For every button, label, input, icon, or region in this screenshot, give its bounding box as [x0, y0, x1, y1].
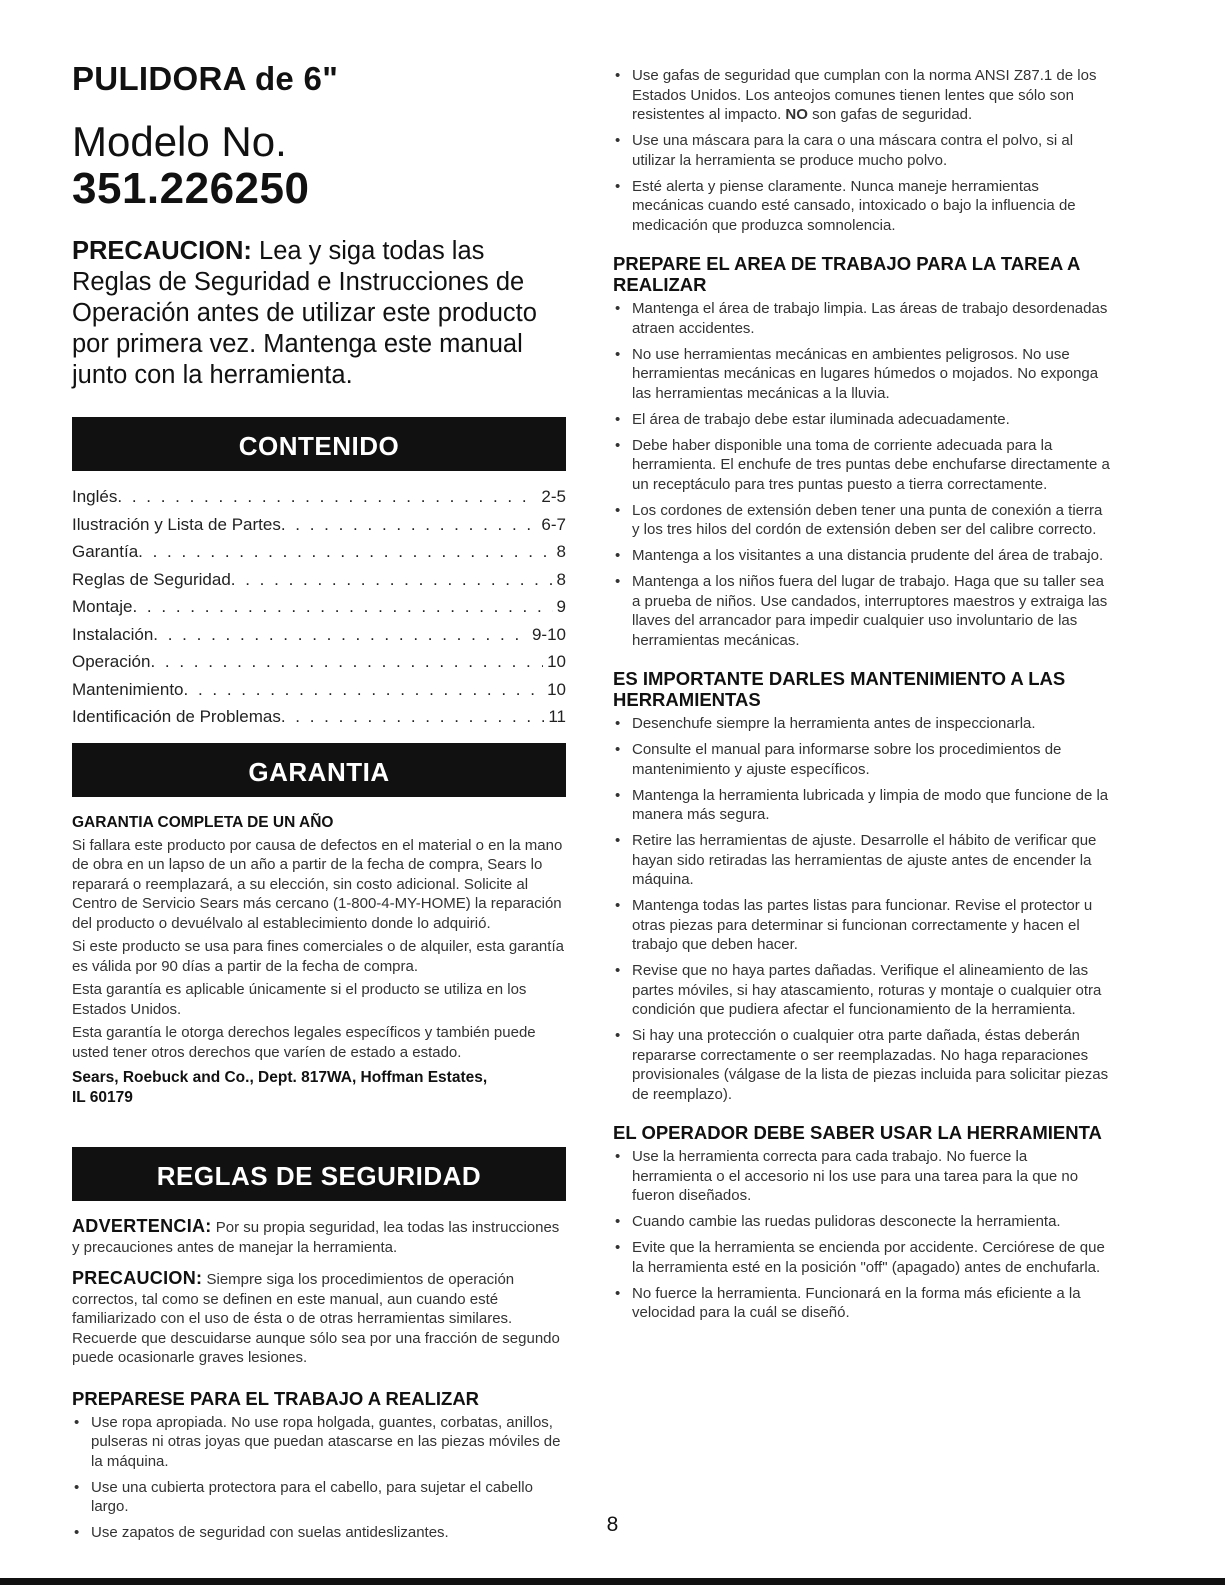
toc-row[interactable]: [72, 703, 566, 731]
bottom-rule: [0, 1578, 1225, 1585]
list-item: • Use zapatos de seguridad con suelas antideslizantes.: [72, 1523, 566, 1543]
operator-heading: EL OPERADOR DEBE SABER USAR LA HERRAMIENTA: [613, 1122, 1102, 1143]
list-item: • Los cordones de extensión deben tener una punta de conexión a tierra y los tres hilos del cordón de extensión deben ser del calibre correcto.: [613, 501, 1111, 540]
warranty-title: GARANTIA COMPLETA DE UN AÑO: [72, 813, 334, 831]
warning-notice: [72, 1217, 566, 1257]
work-area-list: [613, 299, 1111, 650]
toc-label: Ilustración y Lista de Partes: [72, 514, 281, 534]
list-item: • Consulte el manual para informarse sobre los procedimientos de mantenimiento y ajuste específicos.: [613, 740, 1111, 779]
toc-row[interactable]: [72, 648, 566, 676]
eye-protection-list: [613, 66, 1111, 235]
address-line: Sears, Roebuck and Co., Dept. 817WA, Hoffman Estates,: [72, 1069, 488, 1086]
precaution-intro-text: Lea y siga todas las Reglas de Seguridad e Instrucciones de Operación antes de utilizar este producto por primera vez. Mantenga este manual junto con la herramienta.: [72, 237, 537, 389]
address-line: IL 60179: [72, 1088, 133, 1106]
toc-row[interactable]: [72, 566, 566, 594]
toc-page: 10: [547, 652, 566, 671]
toc-page: 8: [556, 569, 566, 589]
toc-leader: [138, 538, 552, 566]
toc-row[interactable]: [72, 538, 566, 566]
list-item: • Revise que no haya partes dañadas. Verifique el alineamiento de las partes móviles, si hay atascamiento, roturas y montaje o cualquier otra condición que pudiera afectar el funcionamiento de la herramienta.: [613, 961, 1111, 1020]
list-item: [613, 66, 1111, 125]
list-item: • Mantenga todas las partes listas para funcionar. Revise el protector u otras piezas para determinar si funcionan correctamente y hacen el trabajo que deben hacer.: [613, 896, 1111, 955]
warranty-address: [72, 1068, 566, 1107]
list-item-text: son gafas de seguridad.: [807, 106, 973, 123]
list-item: • Desenchufe siempre la herramienta antes de inspeccionarla.: [613, 714, 1111, 734]
maintenance-heading: ES IMPORTANTE DARLES MANTENIMIENTO A LAS HERRAMIENTAS: [613, 668, 1066, 710]
warranty-paragraph: Esta garantía le otorga derechos legales específicos y también puede usted tener otros derechos que varíen de estado a estado.: [72, 1024, 536, 1061]
product-title: PULIDORA de 6": [72, 60, 339, 97]
caution-text: Siempre siga los procedimientos de operación correctos, tal como se definen en este manual, aun cuando esté familiarizado con el uso de ésta o de otras herramientas similares. Recuerde que descuidarse aunque sólo sea por una fracción de segundo puede ocasionarle graves lesiones.: [72, 1271, 560, 1366]
table-of-contents: [72, 483, 566, 731]
list-item: • Mantenga a los niños fuera del lugar de trabajo. Haga que su taller sea a prueba de niños. Use candados, interruptores maestros y extraiga las llaves del arrancador para impedir cualquier uso involuntario de las herramientas mecánicas.: [613, 572, 1111, 650]
toc-leader: [281, 511, 538, 539]
toc-row[interactable]: [72, 483, 566, 511]
operator-list: [613, 1147, 1111, 1323]
warranty-paragraph: Si fallara este producto por causa de defectos en el material o en la mano de obra en un lapso de un año a partir de la fecha de compra, Sears lo reparará o reemplazará, a su elección, sin costo adicional. Solicite al Centro de Servicio Sears más cercano (1-800-4-MY-HOME) la reparación del producto o devuélvalo al establecimiento donde lo adquirió.: [72, 836, 563, 932]
precaution-intro-label: PRECAUCION:: [72, 237, 252, 265]
warranty-paragraph: Si este producto se usa para fines comerciales o de alquiler, esta garantía es válida por 90 días a partir de la fecha de compra.: [72, 938, 564, 975]
toc-label: Garantía: [72, 542, 139, 561]
model-number: 351.226250: [72, 164, 310, 213]
warning-label: ADVERTENCIA:: [72, 1216, 212, 1236]
warranty-banner: GARANTIA: [72, 743, 566, 797]
safety-banner: REGLAS DE SEGURIDAD: [72, 1147, 566, 1201]
list-item: • No fuerce la herramienta. Funcionará en la forma más eficiente a la velocidad para la cuál se diseñó.: [613, 1284, 1111, 1323]
toc-label: Inglés: [72, 487, 118, 506]
toc-leader: [150, 648, 543, 676]
toc-row[interactable]: [72, 676, 566, 704]
toc-label: Identificación de Problemas: [72, 707, 281, 726]
list-item: • Use la herramienta correcta para cada trabajo. No fuerce la herramienta o el accesorio ni los use para una tarea para la que no fueron diseñados.: [613, 1147, 1111, 1206]
toc-leader: [153, 621, 528, 649]
prepare-heading: PREPARESE PARA EL TRABAJO A REALIZAR: [72, 1387, 480, 1409]
left-column: [72, 60, 566, 1549]
toc-row[interactable]: [72, 621, 566, 649]
toc-leader: [132, 593, 552, 621]
list-item: • Use ropa apropiada. No use ropa holgada, guantes, corbatas, anillos, pulseras ni otras joyas que puedan atascarse en las piezas móviles de la máquina.: [72, 1413, 566, 1472]
list-item: • Debe haber disponible una toma de corriente adecuada para la herramienta. El enchufe de tres puntas debe enchufarse directamente a un receptáculo para tres puntas puesto a tierra correctamente.: [613, 436, 1111, 495]
toc-label: Reglas de Seguridad: [72, 569, 231, 589]
toc-page: 11: [548, 707, 566, 726]
list-item: • Esté alerta y piense claramente. Nunca maneje herramientas mecánicas cuando esté cansado, intoxicado o bajo la influencia de medicación que produzca somnolencia.: [613, 177, 1111, 236]
list-item-text: Use gafas de seguridad que cumplan con la norma ANSI Z87.1 de los Estados Unidos. Los anteojos comunes tienen lentes que sólo son resistentes al impacto.: [632, 67, 1097, 123]
list-item: • El área de trabajo debe estar iluminada adecuadamente.: [613, 410, 1111, 430]
list-item: • Mantenga el área de trabajo limpia. Las áreas de trabajo desordenadas atraen accidentes.: [613, 299, 1111, 338]
precaution-intro: [72, 236, 566, 391]
caution-label: PRECAUCION:: [72, 1268, 203, 1288]
warranty-paragraph: Esta garantía es aplicable únicamente si el producto se utiliza en los Estados Unidos.: [72, 981, 527, 1018]
page-number: 8: [606, 1513, 619, 1536]
list-item: • Mantenga a los visitantes a una distancia prudente del área de trabajo.: [613, 546, 1111, 566]
emphasis-no: NO: [785, 106, 808, 123]
toc-leader: [281, 703, 545, 731]
list-item: • No use herramientas mecánicas en ambientes peligrosos. No use herramientas mecánicas en lugares húmedos o mojados. No exponga las herramientas mecánicas a la lluvia.: [613, 345, 1111, 404]
model-label: Modelo No.: [72, 118, 287, 165]
list-item: • Mantenga la herramienta lubricada y limpia de modo que funcione de la manera más segura.: [613, 786, 1111, 825]
contents-banner: CONTENIDO: [72, 417, 566, 471]
toc-page: 9-10: [531, 624, 566, 644]
toc-leader: [184, 676, 544, 704]
toc-page: 6-7: [541, 514, 566, 534]
toc-label: Mantenimiento: [72, 679, 184, 699]
toc-page: 8: [556, 542, 566, 561]
work-area-heading: PREPARE EL AREA DE TRABAJO PARA LA TAREA A REALIZAR: [613, 253, 1080, 295]
list-item: • Retire las herramientas de ajuste. Desarrolle el hábito de verificar que hayan sido retiradas las herramientas de ajuste antes de encender la máquina.: [613, 831, 1111, 890]
maintenance-list: [613, 714, 1111, 1104]
list-item: • Si hay una protección o cualquier otra parte dañada, éstas deberán repararse correctamente o ser reemplazadas. No haga reparaciones provisionales (válgase de la lista de piezas incluida para solicitar piezas de reemplazo).: [613, 1026, 1111, 1104]
list-item: • Evite que la herramienta se encienda por accidente. Cerciórese de que la herramienta esté en la posición "off" (apagado) antes de enchufarla.: [613, 1238, 1111, 1277]
toc-label: Operación: [72, 652, 151, 671]
toc-label: Instalación: [72, 624, 154, 644]
toc-label: Montaje: [72, 597, 133, 616]
toc-page: 10: [547, 679, 566, 699]
right-column: [613, 62, 1111, 1329]
toc-row[interactable]: [72, 593, 566, 621]
toc-page: 9: [556, 597, 566, 616]
caution-notice: [72, 1269, 566, 1368]
toc-row[interactable]: [72, 511, 566, 539]
toc-leader: [231, 566, 553, 594]
list-item: • Use una máscara para la cara o una máscara contra el polvo, si al utilizar la herramienta se produce mucho polvo.: [613, 131, 1111, 170]
warning-text: Por su propia seguridad, lea todas las instrucciones y precauciones antes de manejar la herramienta.: [72, 1219, 560, 1256]
toc-page: 2-5: [541, 487, 566, 506]
list-item: • Cuando cambie las ruedas pulidoras desconecte la herramienta.: [613, 1212, 1111, 1232]
toc-leader: [117, 483, 537, 511]
list-item: • Use una cubierta protectora para el cabello, para sujetar el cabello largo.: [72, 1478, 566, 1517]
